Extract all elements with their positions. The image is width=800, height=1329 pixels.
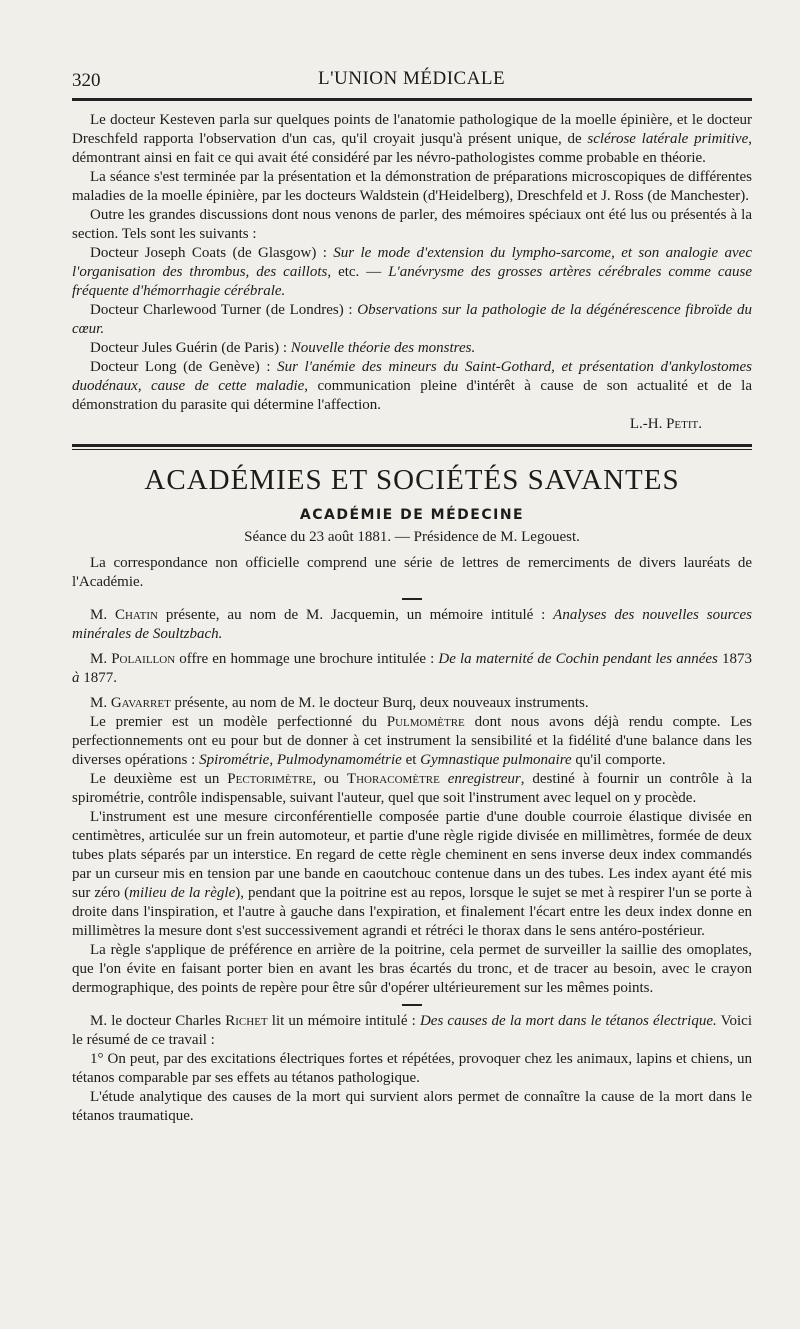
text-run: , ou [312, 771, 347, 787]
paragraph [72, 941, 752, 998]
text-run: Le docteur Kesteven parla sur quelques points de l'anatomie pathologique de la moelle épinière, et le docteur Dreschfeld rapporta l'observation d'un cas, qu'il croyait jusqu'à présent unique, de [72, 112, 752, 147]
italic-run: à [72, 670, 80, 686]
main-section [72, 554, 752, 1126]
text-run: Docteur Long (de Genève) : [90, 359, 278, 375]
text-run: Voici le résumé de ce travail : [72, 1013, 752, 1048]
paragraph [72, 339, 752, 358]
page-header [72, 60, 752, 90]
smallcaps-run: Chatin [114, 607, 158, 623]
author-signature: L.-H. Petit. [629, 416, 702, 432]
text-run: présente, au nom de M. le docteur Burq, deux nouveaux instruments. [170, 695, 589, 711]
text-run: L'étude analytique des causes de la mort qui survient alors permet de connaître la cause de la mort dans le tétanos traumatique. [72, 1089, 752, 1124]
paragraph [72, 650, 752, 688]
text-run: offre en hommage une brochure intitulée : [175, 651, 439, 667]
italic-run: Nouvelle théorie des monstres. [290, 340, 476, 356]
paragraph [72, 713, 752, 770]
paragraph [72, 301, 752, 339]
text-run: , communication pleine d'intérêt à cause de son actualité et de la démonstration du parasite qui détermine l'affection. [72, 378, 752, 413]
paragraph [72, 1012, 752, 1050]
text-run: Docteur Charlewood Turner (de Londres) : [90, 302, 358, 318]
italic-run: enregistreur [447, 771, 521, 787]
header-rule [72, 98, 752, 101]
paragraph [72, 694, 752, 713]
text-run: La règle s'applique de préférence en arrière de la poitrine, cela permet de surveiller la saillie des omoplates, que l'on évite en faisant porter bien en avant les bras écartés du tronc, et de tracer au besoin, avec le crayon dermographique, des points de repère pour être sûr d'opérer ultérieurement sur les mêmes points. [72, 942, 752, 996]
text-run: M. [90, 607, 115, 623]
text-run: , destiné à fournir un contrôle à la spirométrie, contrôle indispensable, suivant l'auteur, quel que soit l'instrument avec lequel on y procède. [72, 771, 753, 806]
italic-run: Sur l'anémie des mineurs du Saint-Gothard, et présentation d'ankylostomes duodénaux, cause de cette maladie [72, 359, 752, 394]
text-run: L'instrument est une mesure circonférentielle composée partie d'une double courroie élastique divisée en centimètres, articulée sur un frein automoteur, et partie d'une règle rigide divisée en millimètres, formée de deux tubes plats séparés par un interstice. En regard de cette règle cheminent en sens inverse deux index commandés par un curseur mis en tension par une bande en caoutchouc contenue dans un des tubes. Les index ayant été mis sur zéro ( [72, 809, 752, 901]
top-section [72, 111, 752, 434]
smallcaps-run: Gavarret [110, 695, 171, 711]
section-title: ACADÉMIES ET SOCIÉTÉS SAVANTES [144, 464, 680, 496]
smallcaps-run: Pectorimètre [227, 771, 313, 787]
paragraph [72, 168, 752, 206]
text-run: La correspondance non officielle comprend une série de lettres de remerciments de divers lauréats de l'Académie. [72, 555, 752, 590]
text-run: 1877. [79, 670, 117, 686]
paragraph [72, 358, 752, 415]
text-run: Outre les grandes discussions dont nous venons de parler, des mémoires spéciaux ont été lus ou présentés à la section. Tels sont les suivants : [72, 207, 752, 242]
paragraph [72, 1088, 752, 1126]
text-run: et [401, 752, 421, 768]
text-run: Le premier est un modèle perfectionné du [90, 714, 387, 730]
text-run: Docteur Jules Guérin (de Paris) : [90, 340, 291, 356]
smallcaps-run: Richet [225, 1013, 268, 1029]
italic-run: Analyses des nouvelles sources minérales de Soultzbach. [72, 607, 753, 642]
text-run: , etc. — [327, 264, 389, 280]
italic-run: Sur le mode d'extension du lympho-sarcome, et son analogie avec l'organisation des thrombus, des caillots [72, 245, 752, 280]
text-run: , démontrant ainsi en fait ce qui avait été considéré par les névro-pathologistes comme probable en théorie. [72, 131, 752, 166]
text-run: M. [90, 695, 111, 711]
text-run: ), pendant que la poitrine est au repos, lorsque le sujet se met à respirer l'un se porte à droite dans l'inspiration, et l'autre à gauche dans l'expiration, et finalement l'écart entre les deux index donne en millimètres la mesure dont s'est successivement agrandi et rétréci le thorax dans le sens antéro-postérieur. [72, 885, 753, 939]
italic-run: Observations sur la pathologie de la dégénérescence fibroïde du cœur. [72, 302, 752, 337]
text-run: qu'il comporte. [571, 752, 666, 768]
separator-dash [402, 598, 422, 600]
italic-run: milieu de la règle [129, 885, 236, 901]
running-title: L'UNION MÉDICALE [318, 68, 506, 89]
italic-run: De la maternité de Cochin pendant les années [438, 651, 718, 667]
italic-run: L'anévrysme des grosses artères cérébrales comme cause fréquente d'hémorrhagie cérébrale. [72, 264, 752, 299]
section-divider [72, 444, 752, 450]
text-run: 1° On peut, par des excitations électriques fortes et répétées, provoquer chez les animaux, lapins et chiens, un tétanos comparable par ses effets au tétanos pathologique. [72, 1051, 752, 1086]
session-line: Séance du 23 août 1881. — Présidence de M. Legouest. [244, 529, 580, 545]
paragraph [72, 1050, 752, 1088]
text-run: lit un mémoire intitulé : [267, 1013, 420, 1029]
italic-run: Des causes de la mort dans le tétanos électrique. [419, 1013, 717, 1029]
paragraph [72, 606, 752, 644]
page-number: 320 [72, 70, 101, 91]
italic-run: sclérose latérale primitive [587, 131, 749, 147]
text-run: présente, au nom de M. Jacquemin, un mémoire intitulé : [157, 607, 554, 623]
text-run: dont nous avons déjà rendu compte. Les perfectionnements ont eu pour but de donner à cet instrument la sensibilité et la fidélité d'une balance dans les diverses opérations : [72, 714, 752, 768]
paragraph [72, 808, 752, 941]
smallcaps-run: Thoracomètre [346, 771, 440, 787]
text-run [440, 771, 448, 787]
text-run: 1873 [717, 651, 753, 667]
text-run: Docteur Joseph Coats (de Glasgow) : [90, 245, 334, 261]
text-run: M. le docteur Charles [90, 1013, 226, 1029]
italic-run: Gymnastique pulmonaire [420, 752, 572, 768]
paragraph [72, 206, 752, 244]
paragraph [72, 770, 752, 808]
paragraph [72, 554, 752, 592]
paragraph [72, 111, 752, 168]
smallcaps-run: Polaillon [111, 651, 176, 667]
paragraph [72, 244, 752, 301]
text-run: La séance s'est terminée par la présentation et la démonstration de préparations microscopiques de différentes maladies de la moelle épinière, par les docteurs Waldstein (d'Heidelberg), Dreschfeld et J. Ross (de Manchester). [72, 169, 752, 204]
smallcaps-run: Pulmomètre [386, 714, 465, 730]
italic-run: Spirométrie, Pulmodynamométrie [199, 752, 402, 768]
text-run: M. [90, 651, 112, 667]
subsection-title: ACADÉMIE DE MÉDECINE [299, 507, 525, 523]
text-run: Le deuxième est un [90, 771, 228, 787]
separator-dash [402, 1004, 422, 1006]
